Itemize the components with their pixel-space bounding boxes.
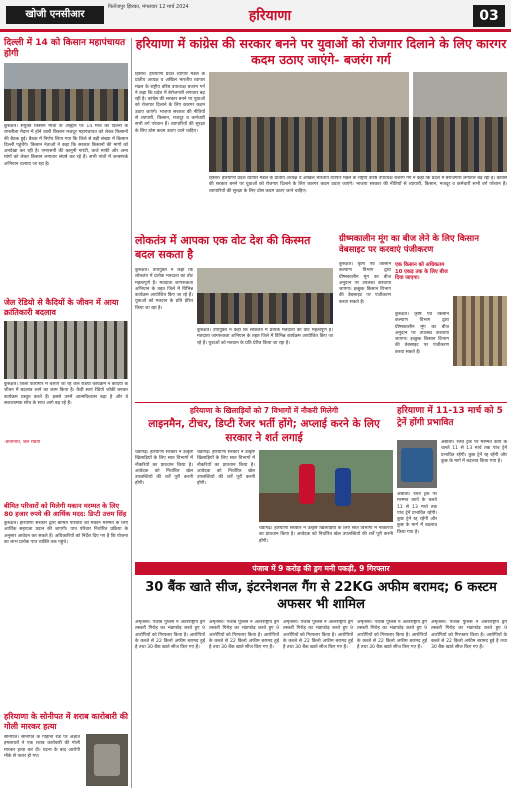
column-divider [131,38,132,788]
story-jail-photo [4,321,128,379]
story-moong-photo [453,296,507,366]
story-vote-body: कुरुक्षेत्र। उपायुक्त ने कहा कि लोकतंत्र में प्रत्येक मतदाता का वोट महत्वपूर्ण है। मतदाता जागरूकता अभियान के तहत जिले में विभिन्न कार्यक्रम आयोजित किए जा रहे हैं। युवाओं को मतदान के प्रति प्रेरित किया जा रहा है। [135,268,193,311]
story-kisan-photo [4,63,128,121]
story-trains [397,406,507,429]
story-sports [135,406,393,445]
story-punjab-body-3: अमृतसर। पंजाब पुलिस ने अंतरराष्ट्रीय ड्रग तस्करी गिरोह का भंडाफोड़ करते हुए 9 आरोपियों को गिरफ्तार किया है। आरोपियों के कब्जे से 22 किलो अफीम बरामद हुई है तथा 30 बैंक खाते सीज किए गए हैं। [283,620,353,651]
story-sonipat-headline: हरियाणा के सोनीपत में शराब कारोबारी की गोली मारकर हत्या [4,712,129,731]
story-moong-body: कुरुक्षेत्र। कृषि एवं किसान कल्याण विभाग द्वारा ग्रीष्मकालीन मूंग का बीज अनुदान पर उपलब्ध करवाया जाएगा। इच्छुक किसान विभाग की वेबसाइट पर पंजीकरण करवा सकते हैं। [339,262,391,305]
story-vote-headline: लोकतंत्र में आपका एक वोट देश की किस्मत बदल सकता है [135,234,311,261]
story-trains-headline: हरियाणा में 11-13 मार्च को 5 ट्रेनें होंगी प्रभावित [397,406,503,428]
story-punjab-body-5: अमृतसर। पंजाब पुलिस ने अंतरराष्ट्रीय ड्रग तस्करी गिरोह का भंडाफोड़ करते हुए 9 आरोपियों को गिरफ्तार किया है। आरोपियों के कब्जे से 22 किलो अफीम बरामद हुई है तथा 30 बैंक खाते सीज किए गए हैं। [431,620,507,651]
story-punjab-kicker: पंजाब में 9 करोड़ की ड्रग मनी पकड़ी, 9 गिरफ्तार [135,562,507,575]
story-moong [339,234,507,255]
newspaper-brand: खोजी एनसीआर [6,6,104,24]
story-punjab-body-4: अमृतसर। पंजाब पुलिस ने अंतरराष्ट्रीय ड्रग तस्करी गिरोह का भंडाफोड़ करते हुए 9 आरोपियों को गिरफ्तार किया है। आरोपियों के कब्जे से 22 किलो अफीम बरामद हुई है तथा 30 बैंक खाते सीज किए गए हैं। [357,620,427,651]
story-trains-photo [397,440,437,488]
lead-photo-main [209,72,409,172]
story-sonipat-photo [86,734,128,786]
story-moong-body-continued: कुरुक्षेत्र। कृषि एवं किसान कल्याण विभाग द्वारा ग्रीष्मकालीन मूंग का बीज अनुदान पर उपलब्ध करवाया जाएगा। इच्छुक किसान विभाग की वेबसाइट पर पंजीकरण करवा सकते हैं। [395,312,449,355]
story-sports-kicker: हरियाणा के खिलाड़ियों को 7 विभागों में नौकरी मिलेगी [189,406,339,415]
page-number: 03 [473,5,505,27]
story-jail-body: कुरुक्षेत्र। जिला कारागार में चलाए जा रहे जेल रेडियो कार्यक्रम ने कैदियों के जीवन में बदलाव लाने का काम किया है। कैदी स्वयं रेडियो जॉकी बनकर कार्यक्रम प्रस्तुत करते हैं। इससे उनमें आत्मविश्वास बढ़ा है और वे सकारात्मक सोच के साथ आगे बढ़ रहे हैं। [4,382,128,406]
story-sports-body: चंडीगढ़। हरियाणा सरकार ने उत्कृष्ट खिलाड़ियों के लिए सात विभागों में नौकरियों का प्रावधान किया है। आवेदक को निर्धारित खेल उपलब्धियों की शर्तें पूरी करनी होंगी। [135,450,193,487]
lead-story [135,36,507,68]
story-trains-body: अंबाला। रेलवे ट्रैक पर मरम्मत कार्य के चलते 11 से 13 मार्च तक पांच ट्रेनें प्रभावित रहेंगी। कुछ ट्रेनें रद्द रहेंगी और कुछ के मार्ग में बदलाव किया गया है। [441,440,507,464]
story-sports-photo [259,450,393,522]
lead-headline: हरियाणा में कांग्रेस की सरकार बनने पर युवाओं को रोजगार दिलाने के लिए कारगर कदम उठाए जाएंगे- बजरंग गर्ग [135,36,507,67]
story-sonipat [4,712,128,785]
story-sports-headline: लाइनमैन, टीचर, डिप्टी रेंजर भर्ती होंगे; अप्लाई करने के लिए सरकार ने शर्त लगाई [148,418,380,444]
story-kisan [4,38,128,218]
lead-photo-side [413,72,507,172]
story-punjab-body-2: अमृतसर। पंजाब पुलिस ने अंतरराष्ट्रीय ड्रग तस्करी गिरोह का भंडाफोड़ करते हुए 9 आरोपियों को गिरफ्तार किया है। आरोपियों के कब्जे से 22 किलो अफीम बरामद हुई है तथा 30 बैंक खाते सीज किए गए हैं। [209,620,279,651]
story-sports-body-3: चंडीगढ़। हरियाणा सरकार ने उत्कृष्ट खिलाड़ियों के लिए सात विभागों में नौकरियों का प्रावधान किया है। आवेदक को निर्धारित खेल उपलब्धियों की शर्तें पूरी करनी होंगी। [259,526,393,544]
story-sonipat-body: सोनीपत। सोनीपत के गोहाना रोड पर अज्ञात हमलावरों ने एक शराब कारोबारी की गोली मारकर हत्या कर दी। घटना के बाद आरोपी मौके से फरार हो गए। [4,735,80,759]
story-vote-body-continued: कुरुक्षेत्र। उपायुक्त ने कहा कि लोकतंत्र में प्रत्येक मतदाता का वोट महत्वपूर्ण है। मतदाता जागरूकता अभियान के तहत जिले में विभिन्न कार्यक्रम आयोजित किए जा रहे हैं। युवाओं को मतदान के प्रति प्रेरित किया जा रहा है। [197,328,333,346]
story-beema-headline: बीमित परिवारों को मिलेगी मकान मरम्मत के लिए 80 हजार रुपये की आर्थिक मदद: डिप्टी उत्तम सिंह [4,502,127,518]
story-beema [4,502,128,595]
story-punjab-headline: 30 बैंक खाते सीज, इंटरनेशनल गैंग से 22KG अफीम बरामद; 6 कस्टम अफसर भी शामिल [145,580,497,612]
lead-body: हिसार। हरियाणा प्रदेश व्यापार मंडल के प्रांतीय अध्यक्ष व अखिल भारतीय व्यापार मंडल के राष्ट्रीय वरिष्ठ उपाध्यक्ष बजरंग गर्ग ने कहा कि प्रदेश में बेरोजगारी लगातार बढ़ रही है। कांग्रेस की सरकार बनने पर युवाओं को रोजगार दिलाने के लिए कारगर कदम उठाए जाएंगे। भाजपा सरकार की नीतियों से व्यापारी, किसान, मजदूर व कर्मचारी सभी वर्ग परेशान हैं। व्यापारियों की सुरक्षा के लिए ठोस कदम उठाए जाने चाहिए। [135,72,205,134]
story-jail-byline: -प्रतिनिधि, जेल रेडियो [4,440,41,445]
story-jail [4,298,128,447]
story-kisan-headline: दिल्ली में 14 को किसान महापंचायत होगी [4,38,126,59]
section-rule [135,402,507,403]
masthead [0,0,511,32]
dateline: फिरोजपुर झिरका, मंगलवार 12 मार्च 2024 [108,4,189,10]
section-title: हरियाणा [248,8,292,24]
story-sports-body-2: चंडीगढ़। हरियाणा सरकार ने उत्कृष्ट खिलाड़ियों के लिए सात विभागों में नौकरियों का प्रावधान किया है। आवेदक को निर्धारित खेल उपलब्धियों की शर्तें पूरी करनी होंगी। [197,450,255,487]
story-moong-headline: ग्रीष्मकालीन मूंग का बीज लेने के लिए किसान वेबसाइट पर करवाएं पंजीकरण [339,234,479,255]
story-kisan-body: कुरुक्षेत्र। संयुक्त किसान मोर्चा के आह्वान पर 14 मार्च को दिल्ली के रामलीला मैदान में होने वाली किसान मजदूर महापंचायत को लेकर किसानों की बैठक हुई। बैठक में निर्णय लिया गया कि जिले से बड़ी संख्या में किसान दिल्ली पहुंचेंगे। किसान नेताओं ने कहा कि सरकार किसानों की मांगों को अनदेखा कर रही है। एमएसपी की कानूनी गारंटी, कर्ज माफी और अन्य मांगों को लेकर किसान लगातार संघर्ष कर रहे हैं। सभी गांवों में जनसंपर्क अभियान चलाया जा रहा है। [4,124,128,167]
story-trains-body-2: अंबाला। रेलवे ट्रैक पर मरम्मत कार्य के चलते 11 से 13 मार्च तक पांच ट्रेनें प्रभावित रहेंगी। कुछ ट्रेनें रद्द रहेंगी और कुछ के मार्ग में बदलाव किया गया है। [397,492,437,535]
story-vote-photo [197,268,333,324]
story-moong-highlight: एक किसान को अधिकतम 10 एकड़ तक के लिए बीज दिया जाएगा। [395,262,448,282]
story-vote [135,234,333,262]
story-beema-body: कुरुक्षेत्र। हरियाणा सरकार द्वारा बीमित परिवारों को मकान मरम्मत के लिए आर्थिक सहायता प्रदान की जाएगी। पात्र परिवार निर्धारित प्रक्रिया के अनुसार आवेदन कर सकते हैं। अधिकारियों को निर्देश दिए गए हैं कि योजना का लाभ प्रत्येक पात्र व्यक्ति तक पहुंचे। [4,521,128,545]
story-jail-headline: जेल रेडियो से कैदियों के जीवन में आया क्रांतिकारी बदलाव [4,298,119,317]
lead-body-continued: हिसार। हरियाणा प्रदेश व्यापार मंडल के प्रांतीय अध्यक्ष व अखिल भारतीय व्यापार मंडल के राष्ट्रीय वरिष्ठ उपाध्यक्ष बजरंग गर्ग ने कहा कि प्रदेश में बेरोजगारी लगातार बढ़ रही है। कांग्रेस की सरकार बनने पर युवाओं को रोजगार दिलाने के लिए कारगर कदम उठाए जाएंगे। भाजपा सरकार की नीतियों से व्यापारी, किसान, मजदूर व कर्मचारी सभी वर्ग परेशान हैं। व्यापारियों की सुरक्षा के लिए ठोस कदम उठाए जाने चाहिए। [209,176,507,194]
story-punjab-body: अमृतसर। पंजाब पुलिस ने अंतरराष्ट्रीय ड्रग तस्करी गिरोह का भंडाफोड़ करते हुए 9 आरोपियों को गिरफ्तार किया है। आरोपियों के कब्जे से 22 किलो अफीम बरामद हुई है तथा 30 बैंक खाते सीज किए गए हैं। [135,620,205,651]
